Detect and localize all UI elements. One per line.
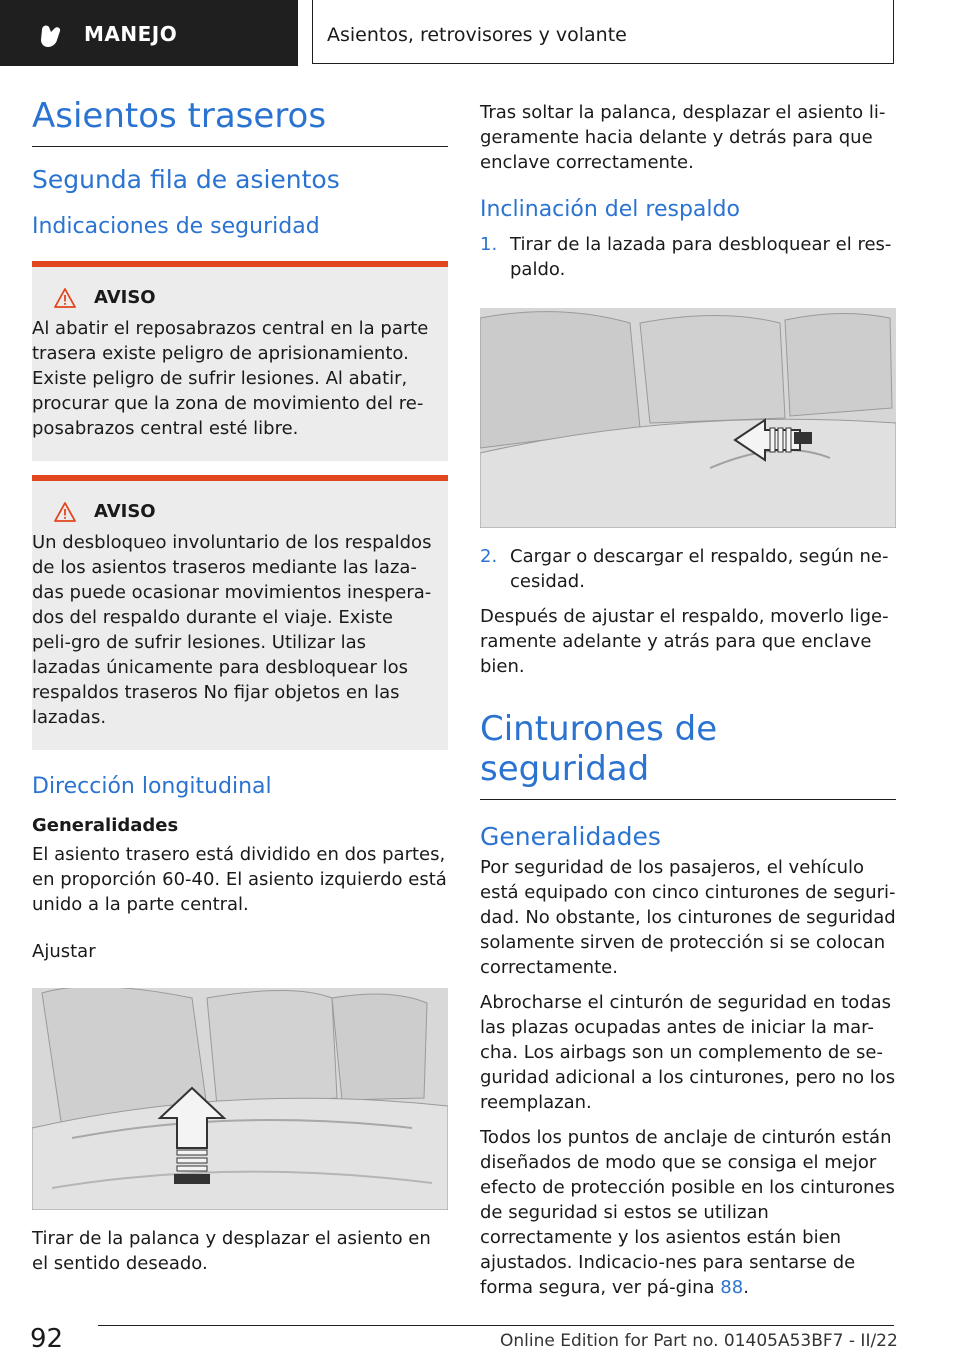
chapter-tab xyxy=(312,0,894,64)
belts-general-heading: Generalidades xyxy=(480,822,661,851)
belts-paragraph-3-end: . xyxy=(743,1277,749,1298)
belts-paragraph-2: Abrocharse el cinturón de seguridad en todas las plazas ocupadas antes de iniciar la mar-cha. Los airbags son un complemento de se-guridad adicional a los cinturones, pero no los reemplazan. xyxy=(480,992,896,1113)
section-tab xyxy=(0,0,298,66)
edition-note: Online Edition for Part no. 01405A53BF7 - II/22 xyxy=(500,1331,898,1351)
seat-adjust-illustration xyxy=(32,988,448,1210)
after-text: Después de ajustar el respaldo, moverlo lige-ramente adelante y atrás para que enclave bien. xyxy=(480,606,889,677)
warning-triangle-icon xyxy=(54,502,76,522)
warning-title: AVISO xyxy=(94,501,156,522)
adjust-heading: Ajustar xyxy=(32,941,96,962)
adjust-text: Tirar de la palanca y desplazar el asiento en el sentido deseado. xyxy=(32,1228,431,1274)
belts-paragraph-3 xyxy=(480,1125,896,1300)
warning-box xyxy=(32,261,448,461)
step-text: Cargar o descargar el respaldo, según ne-cesidad. xyxy=(510,546,889,592)
page-header xyxy=(0,0,960,66)
page-link[interactable]: 88 xyxy=(720,1277,744,1298)
warning-triangle-icon xyxy=(54,288,76,308)
step-number: 2. xyxy=(480,546,498,567)
belts-paragraph-3-text: Todos los puntos de anclaje de cinturón están diseñados de modo que se consiga el mejor efecto de protección posible en los cinturones de seguridad si estos se utilizan correctamente y los asientos están bien ajustados. Indicacio-nes para sentarse de forma segura, ver pá-gina xyxy=(480,1127,895,1298)
warning-box xyxy=(32,475,448,750)
belts-paragraph-1: Por seguridad de los pasajeros, el vehículo está equipado con cinco cinturones de seguri-dad. No obstante, los cinturones de seguridad solamente sirven de protección si se colocan correctamente. xyxy=(480,857,896,978)
step-item xyxy=(480,544,896,594)
chapter-title: Asientos, retrovisores y volante xyxy=(327,24,627,46)
general-heading: Generalidades xyxy=(32,815,179,836)
inclination-heading: Inclinación del respaldo xyxy=(480,197,740,222)
warning-text: Un desbloqueo involuntario de los respaldos de los asientos traseros mediante las laza-das puede ocasionar movimientos inespera-dos del respaldo durante el viaje. Existe peli-gro de sufrir lesiones. Utilizar las lazadas únicamente para desbloquear los respaldos traseros No fijar objetos en las lazadas. xyxy=(32,532,432,728)
page-title: Asientos traseros xyxy=(32,96,448,147)
right-column xyxy=(480,100,896,1300)
backrest-release-illustration xyxy=(480,308,896,528)
safety-heading: Indicaciones de seguridad xyxy=(32,214,320,239)
warning-text: Al abatir el reposabrazos central en la parte trasera existe peligro de aprisionamiento. Existe peligro de sufrir lesiones. Al abatir, procurar que la zona de movimiento del re-posabrazos central esté libre. xyxy=(32,318,429,439)
footer-divider xyxy=(98,1325,894,1326)
step-text: Tirar de la lazada para desbloquear el res-paldo. xyxy=(510,234,892,280)
warning-title: AVISO xyxy=(94,287,156,308)
belts-title: Cinturones de seguridad xyxy=(480,709,896,800)
step-item xyxy=(480,232,896,282)
subtitle: Segunda fila de asientos xyxy=(32,165,340,194)
steering-hand-icon xyxy=(36,20,66,50)
intro-text: Tras soltar la palanca, desplazar el asiento li-geramente hacia delante y detrás para que enclave correctamente. xyxy=(480,102,886,173)
left-column xyxy=(32,96,448,1276)
longitudinal-heading: Dirección longitudinal xyxy=(32,774,272,799)
page-number: 92 xyxy=(30,1324,64,1354)
general-text: El asiento trasero está dividido en dos partes, en proporción 60-40. El asiento izquierdo está unido a la parte central. xyxy=(32,844,447,915)
section-label: MANEJO xyxy=(84,22,178,46)
step-number: 1. xyxy=(480,234,498,255)
